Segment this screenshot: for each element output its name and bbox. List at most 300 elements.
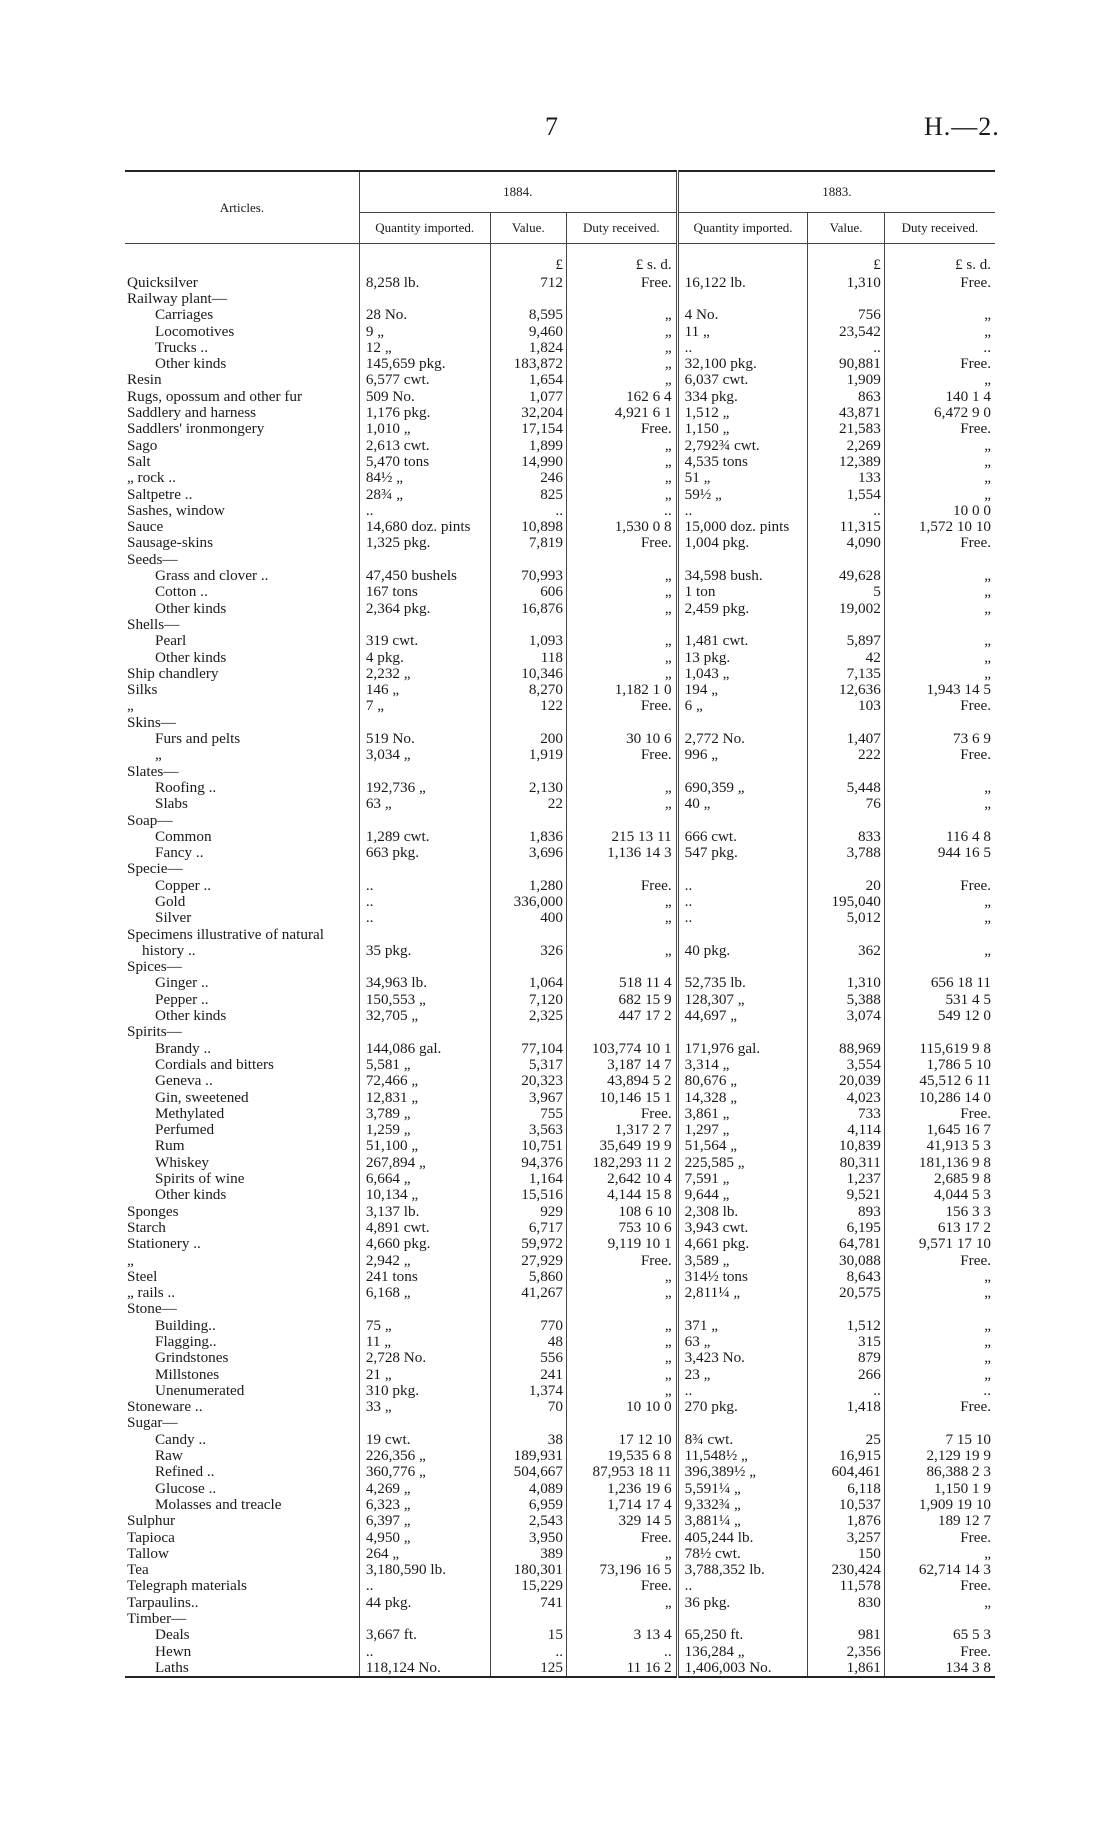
quantity-1884-cell: 9 „ (359, 323, 490, 339)
value-1883-cell: 266 (808, 1366, 884, 1382)
duty-1884-cell: „ (566, 600, 677, 616)
article-cell: Sauce (127, 518, 164, 535)
duty-1884-cell (566, 812, 677, 828)
duty-1884-cell: 447 17 2 (566, 1007, 677, 1023)
table-row (125, 1073, 995, 1089)
value-1883-cell: 756 (808, 307, 884, 323)
article-cell: Flagging.. (155, 1333, 217, 1350)
quantity-1884-cell: 1,259 „ (359, 1121, 490, 1137)
table-row (125, 1007, 995, 1023)
quantity-1883-cell: 23 „ (677, 1366, 808, 1382)
value-1884-cell: 15,229 (490, 1578, 566, 1594)
duty-1883-cell (884, 1610, 995, 1626)
duty-1883-cell: 181,136 9 8 (884, 1154, 995, 1170)
duty-1883-cell: 1,943 14 5 (884, 681, 995, 697)
article-cell: Other kinds (155, 648, 227, 666)
article-cell: Pearl (155, 632, 187, 649)
quantity-1883-cell: 1,297 „ (677, 1121, 808, 1137)
quantity-1884-cell: 47,450 bushels (359, 567, 490, 583)
value-1883-cell: 1,310 (808, 274, 884, 290)
value-1884-cell: 825 (490, 486, 566, 502)
article-cell: Raw (155, 1447, 183, 1464)
value-1884-cell: 3,967 (490, 1089, 566, 1105)
duty-1883-cell (884, 763, 995, 779)
duty-1884-cell: 108 6 10 (566, 1203, 677, 1219)
article-cell: Salt (127, 453, 151, 470)
quantity-1884-cell: 44 pkg. (359, 1594, 490, 1610)
duty-1884-cell: 11 16 2 (566, 1659, 677, 1676)
table-row (125, 567, 995, 583)
quantity-1883-cell: 3,881¼ „ (677, 1513, 808, 1529)
quantity-1884-cell (359, 1024, 490, 1040)
quantity-1883-cell: 3,788,352 lb. (677, 1561, 808, 1577)
article-cell: Molasses and treacle (155, 1496, 282, 1513)
table-row (125, 1398, 995, 1414)
value-1884-cell: 38 (490, 1431, 566, 1447)
duty-1884-cell: „ (566, 1317, 677, 1333)
quantity-1883-cell: 3,423 No. (677, 1350, 808, 1366)
value-1883-cell: 49,628 (808, 567, 884, 583)
table-row (125, 1659, 995, 1676)
article-cell: Resin (127, 371, 162, 389)
value-1883-cell: 10,537 (808, 1496, 884, 1512)
table-row (125, 1284, 995, 1300)
duty-1884-cell: „ (566, 1545, 677, 1561)
duty-1884-cell: Free. (566, 421, 677, 437)
value-1883-cell: 23,542 (808, 323, 884, 339)
duty-1883-cell: „ (884, 942, 995, 958)
quantity-1883-cell: 547 pkg. (677, 844, 808, 860)
value-1884-cell: 3,563 (490, 1121, 566, 1137)
value-1883-cell: 5,897 (808, 633, 884, 649)
quantity-1883-cell: 11,548½ „ (677, 1447, 808, 1463)
quantity-1883-cell: 44,697 „ (677, 1007, 808, 1023)
table-row (125, 1513, 995, 1529)
duty-1883-cell: 1,150 1 9 (884, 1480, 995, 1496)
column-header-quantity-1883: Quantity imported. (677, 213, 808, 244)
quantity-1883-cell: 78½ cwt. (677, 1545, 808, 1561)
table-row (125, 747, 995, 763)
table-row (125, 404, 995, 420)
value-1884-cell (490, 616, 566, 632)
value-1883-cell: .. (808, 502, 884, 518)
table-row (125, 1187, 995, 1203)
duty-1883-cell: 189 12 7 (884, 1513, 995, 1529)
value-1884-cell (490, 551, 566, 567)
quantity-1883-cell: 371 „ (677, 1317, 808, 1333)
value-1883-cell: 5 (808, 584, 884, 600)
table-row (125, 1024, 995, 1040)
duty-1884-cell: Free. (566, 747, 677, 763)
duty-1884-cell (566, 861, 677, 877)
quantity-1883-cell: 51 „ (677, 470, 808, 486)
duty-1883-cell: .. (884, 339, 995, 355)
duty-1884-cell: Free. (566, 1578, 677, 1594)
quantity-1884-cell: 1,010 „ (359, 421, 490, 437)
value-1884-cell: 94,376 (490, 1154, 566, 1170)
article-cell: Specie— (127, 860, 183, 877)
value-1884-cell: 241 (490, 1366, 566, 1382)
quantity-1883-cell: 9,332¾ „ (677, 1496, 808, 1512)
quantity-1884-cell: 519 No. (359, 730, 490, 746)
table-row (125, 1431, 995, 1447)
duty-1884-cell: „ (566, 779, 677, 795)
duty-1883-cell (884, 926, 995, 942)
quantity-1884-cell: 63 „ (359, 796, 490, 812)
article-cell: Slabs (155, 795, 188, 812)
value-1884-cell: 122 (490, 698, 566, 714)
article-cell: Other kinds (155, 599, 227, 617)
duty-1883-cell (884, 714, 995, 730)
duty-1883-cell: „ (884, 584, 995, 600)
value-1883-cell: 5,012 (808, 910, 884, 926)
value-1884-cell: 48 (490, 1333, 566, 1349)
duty-1883-cell: „ (884, 1350, 995, 1366)
value-1883-cell: 195,040 (808, 893, 884, 909)
table-row (125, 1317, 995, 1333)
value-1884-cell (490, 1301, 566, 1317)
value-1883-cell: 7,135 (808, 665, 884, 681)
quantity-1884-cell: 84½ „ (359, 470, 490, 486)
duty-1883-cell: Free. (884, 535, 995, 551)
duty-1884-cell: „ (566, 584, 677, 600)
quantity-1884-cell: 4 pkg. (359, 649, 490, 665)
duty-1883-cell: 45,512 6 11 (884, 1073, 995, 1089)
value-1883-cell (808, 290, 884, 306)
quantity-1883-cell: 36 pkg. (677, 1594, 808, 1610)
quantity-1884-cell: 310 pkg. (359, 1382, 490, 1398)
duty-1884-cell: „ (566, 1594, 677, 1610)
quantity-1883-cell: 52,735 lb. (677, 975, 808, 991)
article-cell: Sugar— (127, 1414, 178, 1432)
value-1883-cell: 9,521 (808, 1187, 884, 1203)
table-row (125, 779, 995, 795)
article-cell: Sashes, window (127, 502, 225, 519)
value-1884-cell (490, 763, 566, 779)
duty-1884-cell: 10,146 15 1 (566, 1089, 677, 1105)
quantity-1884-cell: 6,168 „ (359, 1284, 490, 1300)
duty-1883-cell: „ (884, 1284, 995, 1300)
article-cell: Grass and clover .. (155, 567, 269, 584)
duty-1883-cell: 613 17 2 (884, 1219, 995, 1235)
value-1883-cell: 19,002 (808, 600, 884, 616)
value-1884-cell: 1,899 (490, 437, 566, 453)
article-cell: Skins— (127, 714, 176, 731)
table-row (125, 714, 995, 730)
value-1884-cell: 200 (490, 730, 566, 746)
table-row (125, 1643, 995, 1659)
duty-1883-cell (884, 551, 995, 567)
quantity-1884-cell (359, 958, 490, 974)
duty-1883-cell: „ (884, 649, 995, 665)
quantity-1884-cell (359, 926, 490, 942)
quantity-1883-cell: 40 „ (677, 796, 808, 812)
value-1883-cell: 12,636 (808, 681, 884, 697)
value-1883-cell: 4,114 (808, 1121, 884, 1137)
value-1884-cell (490, 1415, 566, 1431)
table-row (125, 1105, 995, 1121)
quantity-1883-cell: 334 pkg. (677, 388, 808, 404)
column-header-duty-1883: Duty received. (884, 213, 995, 244)
value-1884-cell: 180,301 (490, 1561, 566, 1577)
value-1883-cell: 43,871 (808, 404, 884, 420)
duty-1884-cell (566, 616, 677, 632)
article-cell: Saddlery and harness (127, 404, 257, 421)
article-cell: Other kinds (155, 1007, 227, 1024)
value-1883-cell: 362 (808, 942, 884, 958)
quantity-1883-cell: 14,328 „ (677, 1089, 808, 1105)
duty-1884-cell: „ (566, 339, 677, 355)
quantity-1883-cell: 1,004 pkg. (677, 535, 808, 551)
value-1884-cell: 9,460 (490, 323, 566, 339)
article-cell: Sago (127, 436, 158, 454)
duty-1883-cell (884, 861, 995, 877)
quantity-1883-cell: 3,314 „ (677, 1056, 808, 1072)
duty-1883-cell: 116 4 8 (884, 828, 995, 844)
article-cell: Laths (155, 1659, 189, 1676)
duty-1884-cell: 10 10 0 (566, 1398, 677, 1414)
unit-psd-1883: £ s. d. (884, 244, 995, 275)
value-1883-cell: 315 (808, 1333, 884, 1349)
value-1884-cell: 1,093 (490, 633, 566, 649)
value-1883-cell: 20 (808, 877, 884, 893)
table-row (125, 1154, 995, 1170)
value-1883-cell: 103 (808, 698, 884, 714)
quantity-1884-cell: 4,950 „ (359, 1529, 490, 1545)
table-row (125, 1578, 995, 1594)
value-1884-cell: 183,872 (490, 355, 566, 371)
table-row (125, 1333, 995, 1349)
duty-1884-cell: „ (566, 665, 677, 681)
column-group-1883: 1883. (677, 171, 995, 213)
value-1884-cell: 15,516 (490, 1187, 566, 1203)
article-cell: Stone— (127, 1300, 177, 1317)
quantity-1883-cell: 6,037 cwt. (677, 372, 808, 388)
duty-1884-cell (566, 763, 677, 779)
value-1883-cell: 1,310 (808, 975, 884, 991)
quantity-1884-cell: 12 „ (359, 339, 490, 355)
value-1883-cell: 893 (808, 1203, 884, 1219)
quantity-1884-cell: 51,100 „ (359, 1138, 490, 1154)
value-1883-cell: 20,575 (808, 1284, 884, 1300)
duty-1884-cell: 162 6 4 (566, 388, 677, 404)
duty-1884-cell: Free. (566, 1529, 677, 1545)
value-1883-cell: 11,315 (808, 518, 884, 534)
quantity-1883-cell: 4,661 pkg. (677, 1236, 808, 1252)
value-1884-cell (490, 1610, 566, 1626)
duty-1883-cell: „ (884, 1594, 995, 1610)
duty-1883-cell: „ (884, 323, 995, 339)
table-row (125, 1236, 995, 1252)
table-row (125, 535, 995, 551)
value-1883-cell: .. (808, 1382, 884, 1398)
quantity-1883-cell: 4,535 tons (677, 453, 808, 469)
quantity-1883-cell (677, 551, 808, 567)
unit-psd-1884: £ s. d. (566, 244, 677, 275)
table-row (125, 1252, 995, 1268)
quantity-1883-cell (677, 926, 808, 942)
value-1884-cell (490, 1024, 566, 1040)
value-1884-cell: 770 (490, 1317, 566, 1333)
article-cell: Silks (127, 681, 158, 698)
value-1883-cell: 6,195 (808, 1219, 884, 1235)
value-1883-cell: 16,915 (808, 1447, 884, 1463)
value-1884-cell: 712 (490, 274, 566, 290)
duty-1883-cell: 1,572 10 10 (884, 518, 995, 534)
table-row (125, 388, 995, 404)
article-cell: Sausage-skins (127, 534, 214, 552)
article-cell: Cotton .. (155, 583, 208, 600)
value-1884-cell: 1,836 (490, 828, 566, 844)
value-1883-cell: 6,118 (808, 1480, 884, 1496)
column-header-quantity-1884: Quantity imported. (359, 213, 490, 244)
table-row (125, 665, 995, 681)
value-1884-cell: 2,543 (490, 1513, 566, 1529)
quantity-1884-cell: .. (359, 1643, 490, 1659)
article-cell: Rum (155, 1137, 185, 1155)
duty-1884-cell: 1,530 0 8 (566, 518, 677, 534)
duty-1883-cell (884, 616, 995, 632)
quantity-1884-cell: 28 No. (359, 307, 490, 323)
value-1883-cell: 981 (808, 1627, 884, 1643)
value-1884-cell: 7,819 (490, 535, 566, 551)
quantity-1884-cell: 34,963 lb. (359, 975, 490, 991)
duty-1883-cell: „ (884, 796, 995, 812)
quantity-1884-cell: 6,323 „ (359, 1496, 490, 1512)
table-body (125, 244, 995, 1677)
duty-1884-cell: „ (566, 1268, 677, 1284)
duty-1884-cell (566, 958, 677, 974)
article-cell: Hewn (155, 1642, 192, 1660)
duty-1883-cell: „ (884, 567, 995, 583)
quantity-1884-cell: 4,660 pkg. (359, 1236, 490, 1252)
quantity-1883-cell (677, 290, 808, 306)
article-cell: Sulphur (127, 1512, 176, 1529)
value-1883-cell (808, 1301, 884, 1317)
value-1884-cell: 1,064 (490, 975, 566, 991)
value-1883-cell: 133 (808, 470, 884, 486)
quantity-1884-cell: 144,086 gal. (359, 1040, 490, 1056)
table-row (125, 1121, 995, 1137)
duty-1884-cell: „ (566, 1333, 677, 1349)
duty-1884-cell: 2,642 10 4 (566, 1170, 677, 1186)
quantity-1883-cell: 80,676 „ (677, 1073, 808, 1089)
duty-1883-cell: „ (884, 486, 995, 502)
value-1884-cell: 22 (490, 796, 566, 812)
value-1884-cell: 606 (490, 584, 566, 600)
quantity-1884-cell: 1,289 cwt. (359, 828, 490, 844)
table-row (125, 1170, 995, 1186)
value-1883-cell: 8,643 (808, 1268, 884, 1284)
value-1884-cell: 20,323 (490, 1073, 566, 1089)
value-1884-cell: .. (490, 502, 566, 518)
article-cell: Quicksilver (127, 274, 198, 291)
duty-1883-cell: 4,044 5 3 (884, 1187, 995, 1203)
value-1884-cell: 755 (490, 1105, 566, 1121)
duty-1884-cell: Free. (566, 274, 677, 290)
quantity-1883-cell: 1,043 „ (677, 665, 808, 681)
quantity-1884-cell: 264 „ (359, 1545, 490, 1561)
table-row (125, 1610, 995, 1626)
duty-1883-cell: 41,913 5 3 (884, 1138, 995, 1154)
quantity-1884-cell: 3,137 lb. (359, 1203, 490, 1219)
value-1883-cell: 1,554 (808, 486, 884, 502)
quantity-1883-cell: 1 ton (677, 584, 808, 600)
value-1884-cell: 1,374 (490, 1382, 566, 1398)
quantity-1883-cell: 1,406,003 No. (677, 1659, 808, 1676)
quantity-1884-cell: 6,577 cwt. (359, 372, 490, 388)
article-cell: Trucks .. (155, 339, 209, 356)
table-row (125, 1350, 995, 1366)
duty-1884-cell (566, 1415, 677, 1431)
quantity-1884-cell: 509 No. (359, 388, 490, 404)
quantity-1883-cell: 225,585 „ (677, 1154, 808, 1170)
article-cell: Sponges (127, 1202, 179, 1220)
table-row (125, 926, 995, 942)
value-1883-cell: 5,448 (808, 779, 884, 795)
value-1883-cell (808, 763, 884, 779)
duty-1883-cell: 6,472 9 0 (884, 404, 995, 420)
quantity-1884-cell (359, 812, 490, 828)
duty-1883-cell: 140 1 4 (884, 388, 995, 404)
value-1883-cell: 3,554 (808, 1056, 884, 1072)
value-1883-cell: 833 (808, 828, 884, 844)
table-row (125, 1382, 995, 1398)
quantity-1883-cell: 32,100 pkg. (677, 355, 808, 371)
quantity-1884-cell: .. (359, 1578, 490, 1594)
quantity-1884-cell: 7 „ (359, 698, 490, 714)
quantity-1884-cell: 5,581 „ (359, 1056, 490, 1072)
table-row (125, 1040, 995, 1056)
table-row (125, 991, 995, 1007)
quantity-1883-cell: 59½ „ (677, 486, 808, 502)
value-1884-cell: 125 (490, 1659, 566, 1676)
duty-1884-cell: 4,921 6 1 (566, 404, 677, 420)
quantity-1883-cell: 1,150 „ (677, 421, 808, 437)
value-1883-cell: 733 (808, 1105, 884, 1121)
quantity-1884-cell: 2,232 „ (359, 665, 490, 681)
quantity-1884-cell: 663 pkg. (359, 844, 490, 860)
duty-1883-cell: „ (884, 437, 995, 453)
duty-1884-cell: 73,196 16 5 (566, 1561, 677, 1577)
table-row (125, 975, 995, 991)
table-row (125, 1219, 995, 1235)
value-1883-cell: 230,424 (808, 1561, 884, 1577)
duty-1883-cell: 86,388 2 3 (884, 1464, 995, 1480)
article-cell: Other kinds (155, 355, 227, 372)
duty-1884-cell: Free. (566, 698, 677, 714)
value-1883-cell: 3,257 (808, 1529, 884, 1545)
article-cell: Shells— (127, 616, 180, 633)
duty-1884-cell: „ (566, 649, 677, 665)
duty-1884-cell: „ (566, 307, 677, 323)
value-1884-cell: 504,667 (490, 1464, 566, 1480)
quantity-1883-cell (677, 1415, 808, 1431)
quantity-1883-cell: 51,564 „ (677, 1138, 808, 1154)
duty-1884-cell: „ (566, 910, 677, 926)
quantity-1883-cell: 9,644 „ (677, 1187, 808, 1203)
value-1884-cell: 118 (490, 649, 566, 665)
table-row (125, 1138, 995, 1154)
quantity-1883-cell: .. (677, 1382, 808, 1398)
article-cell: Rugs, opossum and other fur (127, 388, 303, 405)
value-1884-cell (490, 861, 566, 877)
duty-1884-cell: 1,317 2 7 (566, 1121, 677, 1137)
value-1884-cell: 2,325 (490, 1007, 566, 1023)
article-cell: Ship chandlery (127, 665, 219, 682)
table-row (125, 584, 995, 600)
value-1883-cell: 76 (808, 796, 884, 812)
